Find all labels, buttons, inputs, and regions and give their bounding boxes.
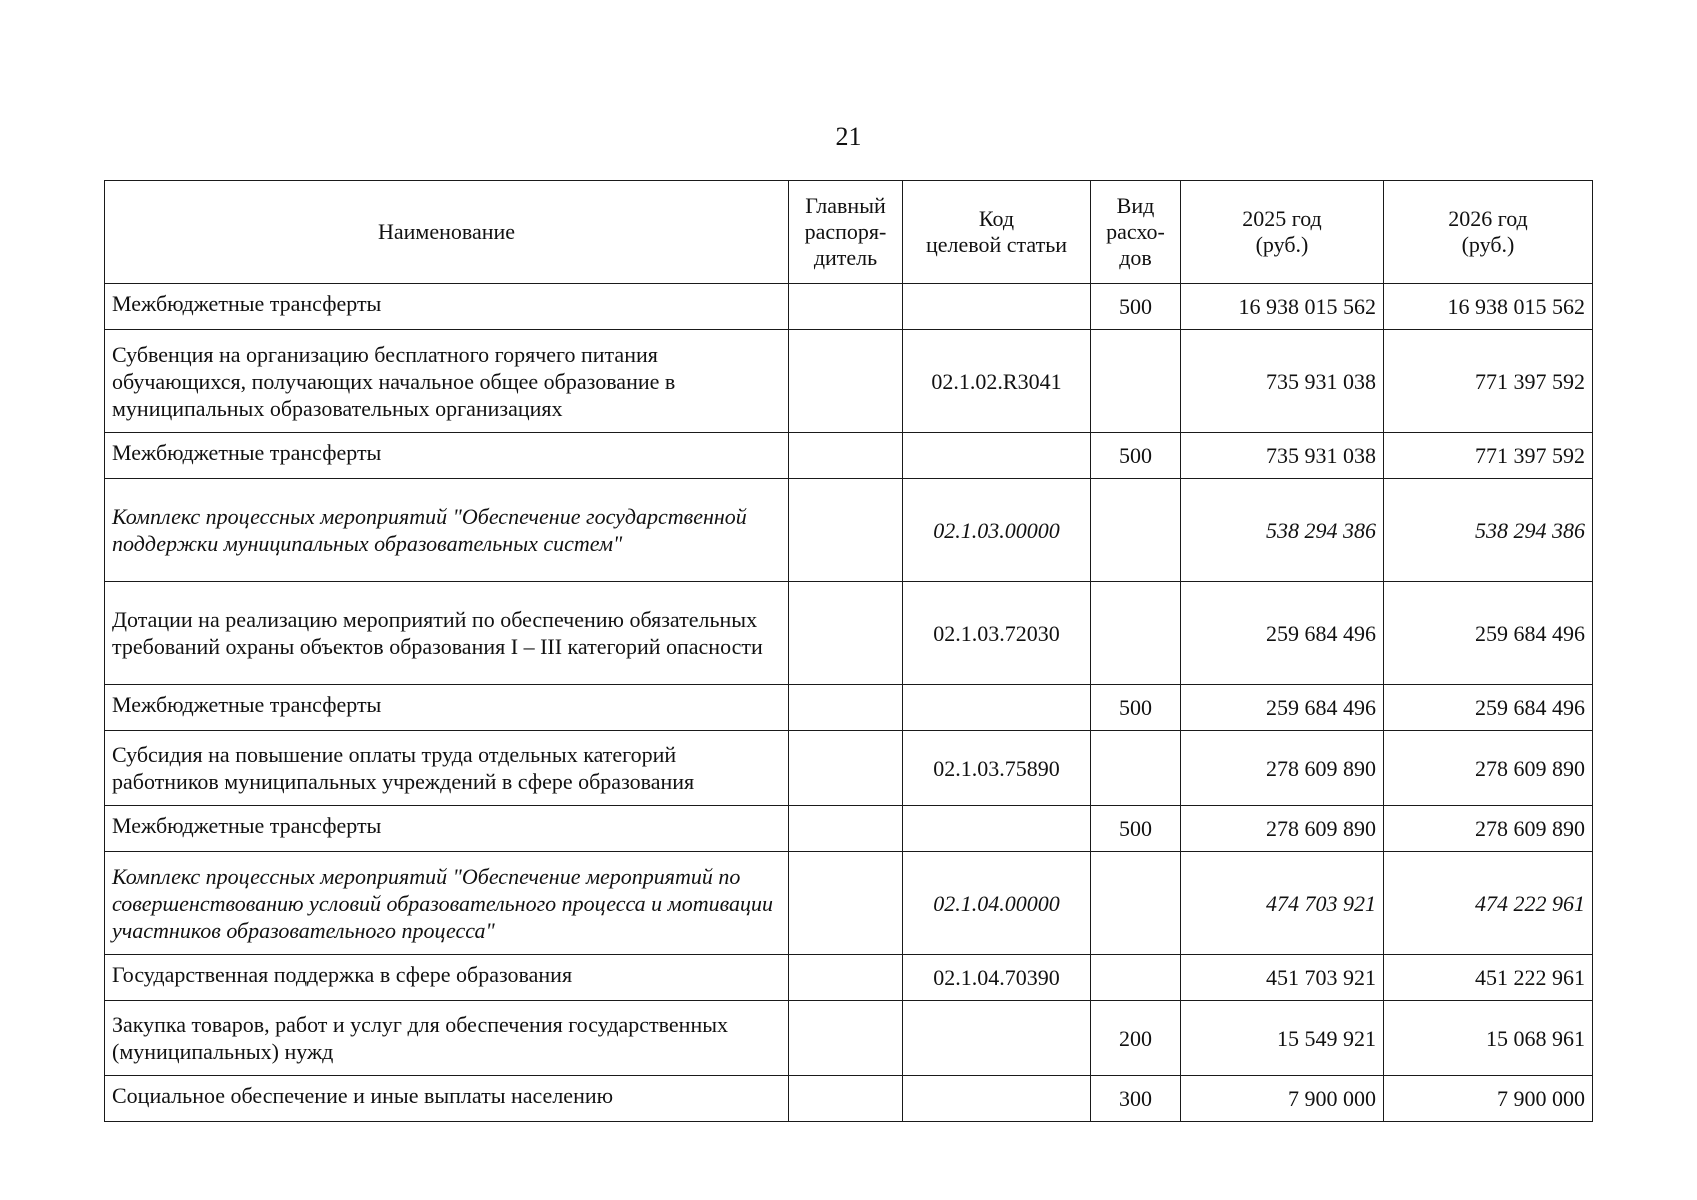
row-name: Дотации на реализацию мероприятий по обеспечению обязательных требований охраны объектов образования I – III категорий опасности (105, 582, 789, 685)
row-amount-2025: 259 684 496 (1181, 685, 1384, 731)
row-amount-2025: 278 609 890 (1181, 731, 1384, 806)
row-expense-type (1091, 731, 1181, 806)
row-name: Закупка товаров, работ и услуг для обеспечения государственных (муниципальных) нужд (105, 1001, 789, 1076)
row-target-code (903, 1076, 1091, 1122)
row-expense-type: 300 (1091, 1076, 1181, 1122)
row-amount-2026: 538 294 386 (1384, 479, 1593, 582)
row-expense-type (1091, 852, 1181, 955)
row-expense-type: 200 (1091, 1001, 1181, 1076)
page-number: 21 (835, 122, 862, 151)
row-target-code: 02.1.02.R3041 (903, 330, 1091, 433)
row-amount-2025: 7 900 000 (1181, 1076, 1384, 1122)
header-name: Наименование (105, 181, 789, 284)
table-row (105, 284, 1593, 330)
row-target-code (903, 1001, 1091, 1076)
row-amount-2025: 259 684 496 (1181, 582, 1384, 685)
row-expense-type (1091, 330, 1181, 433)
row-target-code: 02.1.03.72030 (903, 582, 1091, 685)
row-amount-2025: 538 294 386 (1181, 479, 1384, 582)
row-target-code (903, 806, 1091, 852)
row-chief-manager (789, 330, 903, 433)
row-amount-2025: 278 609 890 (1181, 806, 1384, 852)
row-name: Социальное обеспечение и иные выплаты населению (105, 1076, 789, 1122)
row-target-code (903, 685, 1091, 731)
table-row (105, 582, 1593, 685)
budget-table (104, 180, 1593, 1122)
row-target-code: 02.1.03.00000 (903, 479, 1091, 582)
table-row (105, 1076, 1593, 1122)
row-name: Межбюджетные трансферты (105, 433, 789, 479)
row-amount-2026: 16 938 015 562 (1384, 284, 1593, 330)
table-row (105, 479, 1593, 582)
table-row (105, 1001, 1593, 1076)
row-chief-manager (789, 479, 903, 582)
row-chief-manager (789, 806, 903, 852)
header-chief-manager: Главный распоря- дитель (789, 181, 903, 284)
row-amount-2026: 451 222 961 (1384, 955, 1593, 1001)
row-chief-manager (789, 1076, 903, 1122)
header-expense-type: Вид расхо- дов (1091, 181, 1181, 284)
row-chief-manager (789, 284, 903, 330)
row-expense-type: 500 (1091, 806, 1181, 852)
row-target-code: 02.1.03.75890 (903, 731, 1091, 806)
row-amount-2025: 735 931 038 (1181, 433, 1384, 479)
row-name: Комплекс процессных мероприятий "Обеспечение государственной поддержки муниципальных образовательных систем" (105, 479, 789, 582)
row-chief-manager (789, 1001, 903, 1076)
row-name: Межбюджетные трансферты (105, 685, 789, 731)
table-row (105, 731, 1593, 806)
row-chief-manager (789, 433, 903, 479)
header-year-2025: 2025 год (руб.) (1181, 181, 1384, 284)
row-name: Субсидия на повышение оплаты труда отдельных категорий работников муниципальных учреждений в сфере образования (105, 731, 789, 806)
row-chief-manager (789, 852, 903, 955)
table-row (105, 852, 1593, 955)
table-row (105, 955, 1593, 1001)
row-amount-2025: 16 938 015 562 (1181, 284, 1384, 330)
row-target-code: 02.1.04.00000 (903, 852, 1091, 955)
row-amount-2025: 451 703 921 (1181, 955, 1384, 1001)
row-name: Государственная поддержка в сфере образования (105, 955, 789, 1001)
row-expense-type: 500 (1091, 685, 1181, 731)
row-name: Комплекс процессных мероприятий "Обеспечение мероприятий по совершенствованию условий образовательного процесса и мотивации участников образовательного процесса" (105, 852, 789, 955)
row-name: Субвенция на организацию бесплатного горячего питания обучающихся, получающих начальное общее образование в муниципальных образовательных организациях (105, 330, 789, 433)
table-row (105, 806, 1593, 852)
row-amount-2026: 259 684 496 (1384, 685, 1593, 731)
row-amount-2025: 735 931 038 (1181, 330, 1384, 433)
header-target-code: Код целевой статьи (903, 181, 1091, 284)
row-expense-type (1091, 479, 1181, 582)
row-target-code: 02.1.04.70390 (903, 955, 1091, 1001)
header-year-2026: 2026 год (руб.) (1384, 181, 1593, 284)
row-chief-manager (789, 955, 903, 1001)
row-chief-manager (789, 582, 903, 685)
row-amount-2026: 278 609 890 (1384, 731, 1593, 806)
row-amount-2025: 15 549 921 (1181, 1001, 1384, 1076)
row-name: Межбюджетные трансферты (105, 806, 789, 852)
table-row (105, 433, 1593, 479)
row-expense-type (1091, 582, 1181, 685)
row-amount-2026: 278 609 890 (1384, 806, 1593, 852)
table-row (105, 330, 1593, 433)
row-amount-2026: 474 222 961 (1384, 852, 1593, 955)
row-chief-manager (789, 731, 903, 806)
row-amount-2025: 474 703 921 (1181, 852, 1384, 955)
row-expense-type: 500 (1091, 433, 1181, 479)
row-amount-2026: 15 068 961 (1384, 1001, 1593, 1076)
row-amount-2026: 771 397 592 (1384, 330, 1593, 433)
row-amount-2026: 259 684 496 (1384, 582, 1593, 685)
row-name: Межбюджетные трансферты (105, 284, 789, 330)
row-amount-2026: 7 900 000 (1384, 1076, 1593, 1122)
table-header-row (105, 181, 1593, 284)
row-amount-2026: 771 397 592 (1384, 433, 1593, 479)
row-chief-manager (789, 685, 903, 731)
row-expense-type: 500 (1091, 284, 1181, 330)
row-expense-type (1091, 955, 1181, 1001)
row-target-code (903, 284, 1091, 330)
table-row (105, 685, 1593, 731)
row-target-code (903, 433, 1091, 479)
